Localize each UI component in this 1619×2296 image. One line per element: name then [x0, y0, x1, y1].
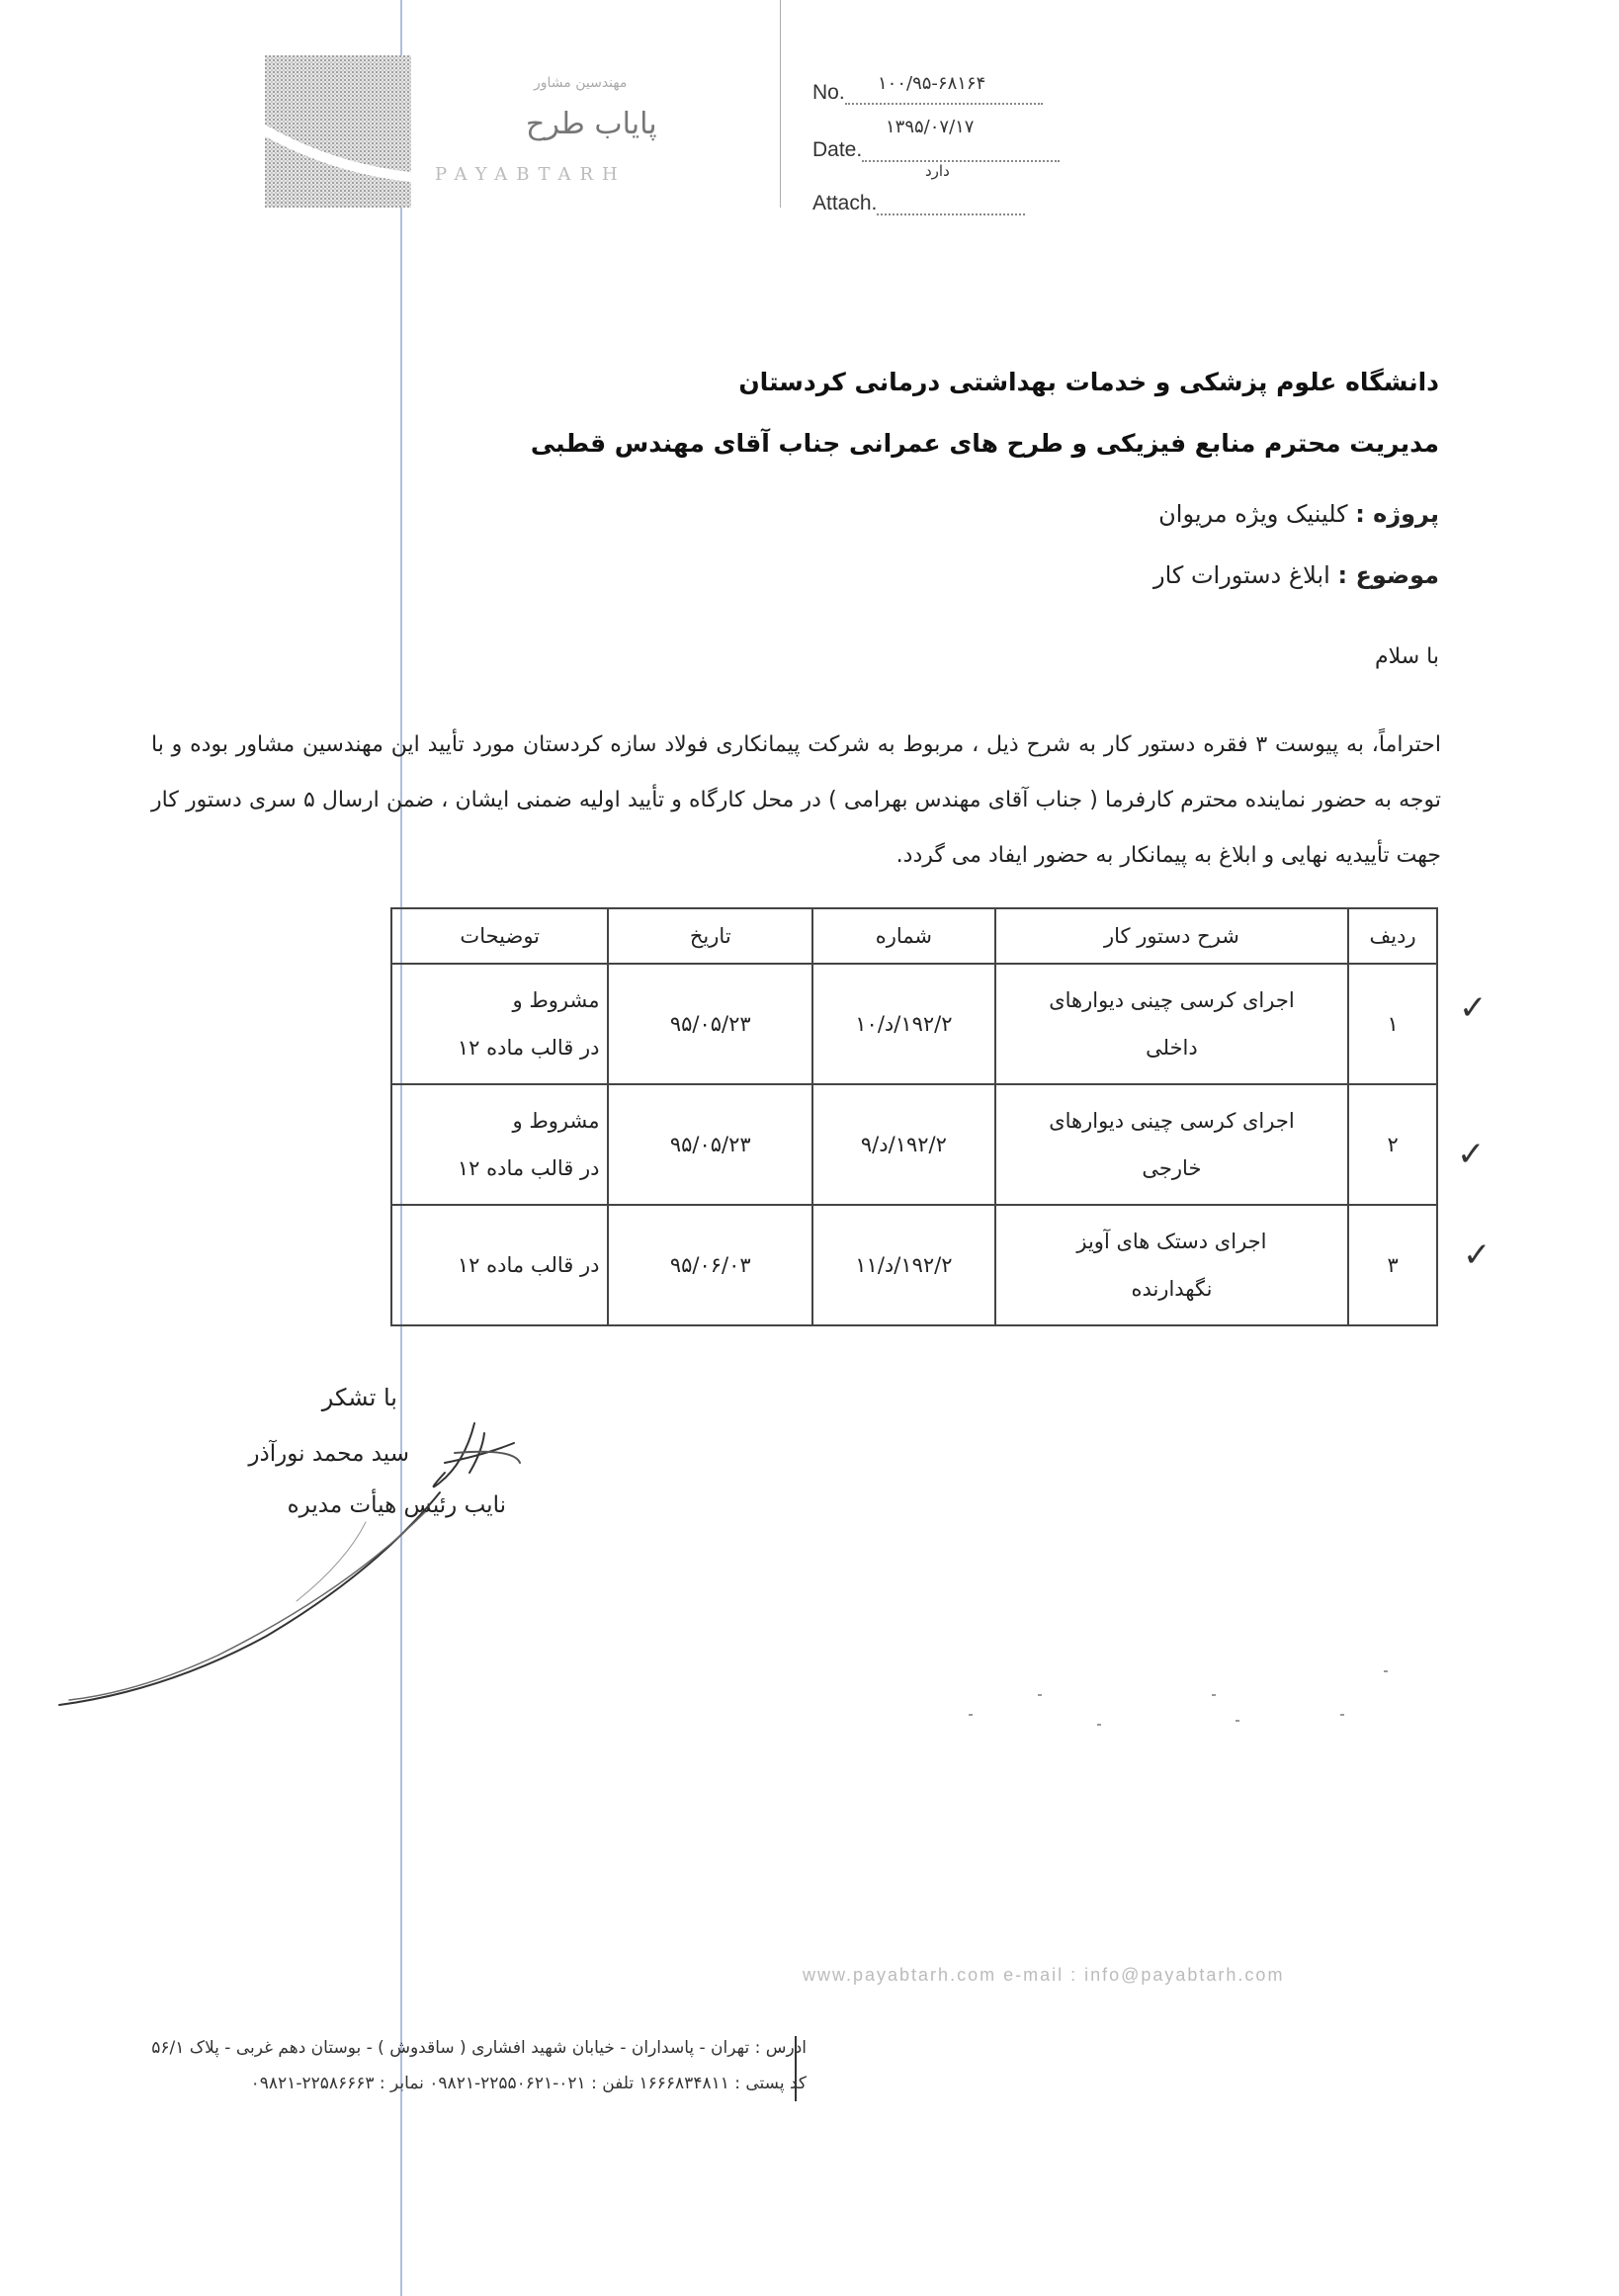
- table-row: [391, 1205, 1437, 1325]
- cell-radif: ۳: [1348, 1205, 1437, 1325]
- logo-persian-name: پایاب طرح: [526, 107, 657, 141]
- table-row: [391, 964, 1437, 1084]
- header-number: شماره: [812, 908, 995, 964]
- project-value: کلینیک ویژه مریوان: [1158, 500, 1348, 528]
- cell-date: ۹۵/۰۶/۰۳: [608, 1205, 812, 1325]
- header-notes: توضیحات: [391, 908, 608, 964]
- check-mark-icon: ✓: [1457, 1135, 1486, 1174]
- logo-latin-name: PAYABTARH: [435, 164, 627, 185]
- description-line-2: داخلی: [1146, 1036, 1198, 1060]
- cell-notes: [391, 964, 608, 1084]
- header-description: شرح دستور کار: [995, 908, 1348, 964]
- footer-web-email: www.payabtarh.com e-mail : info@payabtarh.com: [803, 1965, 1285, 1985]
- closing-thanks: با تشکر: [321, 1384, 397, 1411]
- check-mark-icon: ✓: [1459, 988, 1488, 1028]
- letter-attach-value: دارد: [925, 162, 950, 180]
- description-line-1: اجرای کرسی چینی دیوارهای: [1049, 1109, 1295, 1133]
- work-orders-table: [390, 907, 1438, 1326]
- project-line: [1158, 500, 1439, 528]
- header-radif: ردیف: [1348, 908, 1437, 964]
- notes-line-1: مشروط و: [512, 1109, 600, 1133]
- cell-radif: ۲: [1348, 1084, 1437, 1205]
- description-line-2: نگهدارنده: [1131, 1277, 1213, 1301]
- attach-label: Attach.: [812, 192, 878, 214]
- header-date: تاریخ: [608, 908, 812, 964]
- date-dots: [862, 140, 1060, 162]
- handwritten-signature: [49, 1403, 524, 1730]
- logo-mark-icon: [265, 55, 411, 208]
- subject-value: ابلاغ دستورات کار: [1152, 561, 1330, 589]
- notes-line-2: در قالب ماده ۱۲: [457, 1253, 600, 1277]
- project-label: پروژه :: [1355, 500, 1439, 528]
- notes-line-2: در قالب ماده ۱۲: [457, 1036, 600, 1060]
- table-header-row: [391, 908, 1437, 964]
- cell-date: ۹۵/۰۵/۲۳: [608, 964, 812, 1084]
- footer-contact: کد پستی : ۱۶۶۶۸۳۴۸۱۱ تلفن : ۰۲۱-۲۲۵۵۰۶۲۱-۰۹۸۲۱ نمابر : ۲۲۵۸۶۶۶۳-۰۹۸۲۱: [250, 2074, 807, 2093]
- letter-date-value: ۱۳۹۵/۰۷/۱۷: [886, 117, 975, 137]
- footer-address: ادرس : تهران - پاسداران - خیابان شهید افشاری ( ساقدوش ) - بوستان دهم غربی - پلاک ۵۶/۱: [151, 2038, 807, 2058]
- cell-number: ۱۹۲/۲/د/۱۱: [812, 1205, 995, 1325]
- greeting: با سلام: [1374, 644, 1439, 669]
- addressee-org: دانشگاه علوم پزشکی و خدمات بهداشتی درمانی کردستان: [738, 368, 1439, 396]
- company-logo: [265, 55, 411, 208]
- cell-number: ۱۹۲/۲/د/۱۰: [812, 964, 995, 1084]
- number-label: No.: [812, 81, 845, 104]
- description-line-1: اجرای دستک های آویز: [1076, 1230, 1267, 1253]
- cell-description: [995, 964, 1348, 1084]
- notes-line-2: در قالب ماده ۱۲: [457, 1156, 600, 1180]
- cell-description: [995, 1205, 1348, 1325]
- header-divider-line: [780, 0, 781, 208]
- body-paragraph: احتراماً، به پیوست ۳ فقره دستور کار به شرح ذیل ، مربوط به شرکت پیمانکاری فولاد سازه کردستان مورد تأیید این مهندسین مشاور بوده و با توجه به حضور نماینده محترم کارفرما ( جناب آقای مهندس بهرامی ) در محل کارگاه و تأیید اولیه ضمنی ایشان ، ضمن ارسال ۵ سری دستور کار جهت تأییدیه نهایی و ابلاغ به پیمانکار به حضور ایفاد می گردد.: [151, 732, 1441, 868]
- signatory-name: سید محمد نورآذر: [248, 1441, 409, 1467]
- addressee-person: مدیریت محترم منابع فیزیکی و طرح های عمرانی جناب آقای مهندس قطبی: [530, 429, 1439, 458]
- subject-label: موضوع :: [1337, 561, 1439, 589]
- date-label: Date.: [812, 138, 863, 161]
- cell-notes: [391, 1084, 608, 1205]
- cell-radif: ۱: [1348, 964, 1437, 1084]
- cell-description: [995, 1084, 1348, 1205]
- logo-subtitle: مهندسین مشاور: [534, 75, 628, 91]
- cell-date: ۹۵/۰۵/۲۳: [608, 1084, 812, 1205]
- cell-notes: [391, 1205, 608, 1325]
- letter-attach-row: [812, 192, 1025, 215]
- notes-line-1: مشروط و: [512, 988, 600, 1012]
- signatory-title: نایب رئیس هیأت مدیره: [287, 1492, 506, 1518]
- table-row: [391, 1084, 1437, 1205]
- attach-dots: [877, 194, 1025, 215]
- subject-line: [1153, 561, 1439, 589]
- letter-date-row: [812, 138, 1060, 162]
- description-line-1: اجرای کرسی چینی دیوارهای: [1049, 988, 1295, 1012]
- letter-number-value: ۱۰۰/۹۵-۶۸۱۶۴: [878, 73, 986, 94]
- cell-number: ۱۹۲/۲/د/۹: [812, 1084, 995, 1205]
- check-mark-icon: ✓: [1463, 1235, 1491, 1275]
- description-line-2: خارجی: [1142, 1156, 1202, 1180]
